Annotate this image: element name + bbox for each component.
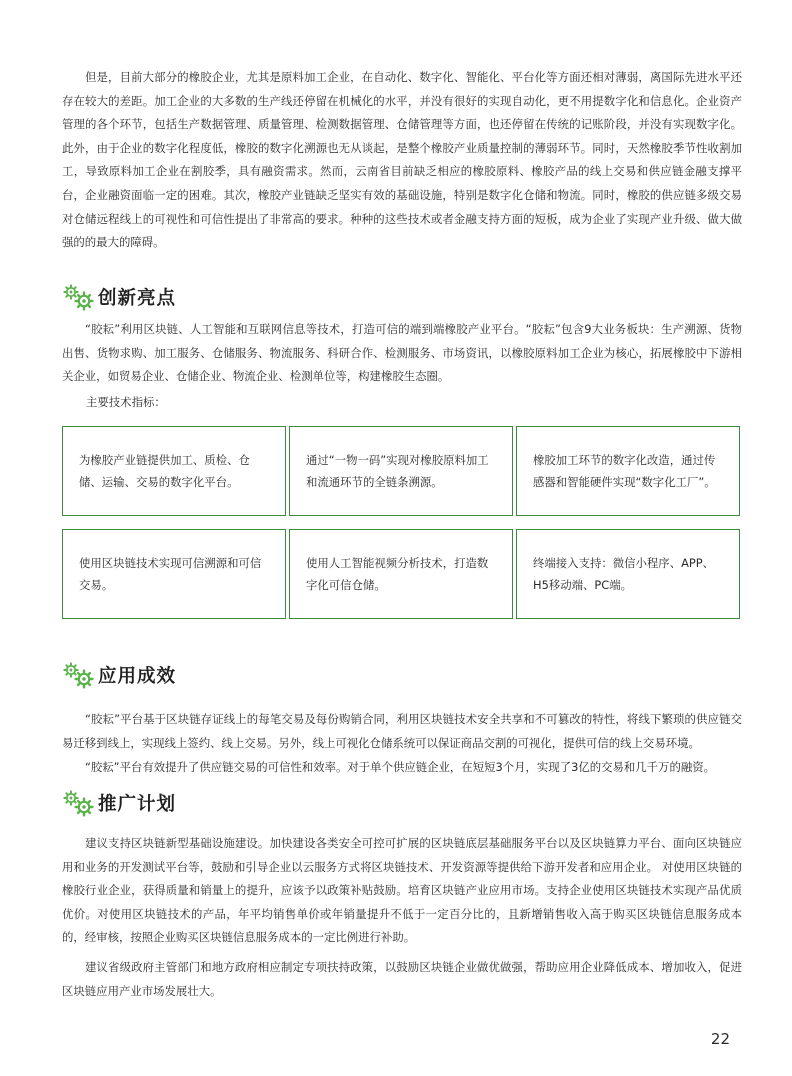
promotion-paragraph-2: 建议省级政府主管部门和地方政府相应制定专项扶持政策，以鼓励区块链企业做优做强，帮助应用企业降低成本、增加收入，促进区块链应用产业市场发展壮大。 bbox=[62, 960, 742, 998]
indicator-label: 主要技术指标： bbox=[86, 395, 166, 409]
promotion-paragraph-1: 建议支持区块链新型基础设施建设。加快建设各类安全可控可扩展的区块链底层基础服务平台以及区块链算力平台、面向区块链应用和业务的开发测试平台等，鼓励和引导企业以云服务方式将区块链技术、开发资源等提供给下游开发者和应用企业。 对使用区块链的橡胶行业企业，获得质量和销量上的提升，应该予以政策补贴鼓励。培育区块链产业应用市场。支持企业使用区块链技术实现产品优质优价。对使用区块链技术的产品，年平均销售单价或年销量提升不低于一定百分比的，且新增销售收入高于购买区块链信息服务成本的，经审核，按照企业购买区块链信息服务成本的一定比例进行补助。 bbox=[62, 836, 742, 945]
innovation-heading bbox=[62, 282, 176, 312]
innovation-title: 创新亮点 bbox=[98, 288, 177, 309]
effect-title: 应用成效 bbox=[98, 666, 177, 687]
promotion-title: 推广计划 bbox=[98, 794, 177, 815]
indicator-box bbox=[516, 426, 740, 516]
indicator-text: 使用区块链技术实现可信溯源和可信交易。 bbox=[79, 556, 262, 592]
page-number: 22 bbox=[710, 1030, 730, 1048]
gear-icon bbox=[62, 282, 96, 312]
intro-paragraph: 但是，目前大部分的橡胶企业，尤其是原料加工企业，在自动化、数字化、智能化、平台化等方面还相对薄弱，离国际先进水平还存在较大的差距。加工企业的大多数的生产线还停留在机械化的水平，并没有很好的实现自动化，更不用提数字化和信息化。企业资产管理的各个环节，包括生产数据管理、质量管理、检测数据管理、仓储管理等方面，也还停留在传统的记账阶段，并没有实现数字化。此外，由于企业的数字化程度低，橡胶的数字化溯源也无从谈起，是整个橡胶产业质量控制的薄弱环节。同时，天然橡胶季节性收割加工，导致原料加工企业在割胶季，具有融资需求。然而，云南省目前缺乏相应的橡胶原料、橡胶产品的线上交易和供应链金融支撑平台，企业融资面临一定的困难。其次，橡胶产业链缺乏坚实有效的基础设施，特别是数字化仓储和物流。同时，橡胶的供应链多级交易对仓储远程线上的可视性和可信性提出了非常高的要求。种种的这些技术或者金融支持方面的短板，成为企业了实现产业升级、做大做强的的最大的障碍。 bbox=[62, 70, 742, 250]
effect-paragraph-1: “胶耘”平台基于区块链存证线上的每笔交易及每份购销合同，利用区块链技术安全共享和不可篡改的特性，将线下繁琐的供应链交易迁移到线上，实现线上签约、线上交易。另外，线上可视化仓储系统可以保证商品交割的可视化，提供可信的线上交易环境。 bbox=[62, 712, 742, 750]
effect-paragraph-2: “胶耘”平台有效提升了供应链交易的可信性和效率。对于单个供应链企业，在短短3个月，实现了3亿的交易和几千万的融资。 bbox=[85, 760, 716, 774]
promotion-heading bbox=[62, 788, 176, 818]
indicator-box bbox=[62, 529, 286, 619]
indicator-box bbox=[289, 426, 513, 516]
gear-icon bbox=[62, 660, 96, 690]
indicator-text: 终端接入支持：微信小程序、APP、H5移动端、PC端。 bbox=[533, 556, 714, 592]
effect-heading bbox=[62, 660, 176, 690]
indicator-text: 橡胶加工环节的数字化改造，通过传感器和智能硬件实现“数字化工厂”。 bbox=[533, 453, 716, 489]
gear-icon bbox=[62, 788, 96, 818]
indicator-text: 使用人工智能视频分析技术，打造数字化可信仓储。 bbox=[306, 556, 489, 592]
indicator-text: 为橡胶产业链提供加工、质检、仓储、运输、交易的数字化平台。 bbox=[79, 453, 250, 489]
indicator-box bbox=[289, 529, 513, 619]
indicator-box bbox=[516, 529, 740, 619]
innovation-paragraph: “胶耘”利用区块链、人工智能和互联网信息等技术，打造可信的端到端橡胶产业平台。“胶耘”包含9大业务板块：生产溯源、货物出售、货物求购、加工服务、仓储服务、物流服务、科研合作、检测服务、市场资讯，以橡胶原料加工企业为核心，拓展橡胶中下游相关企业，如贸易企业、仓储企业、物流企业、检测单位等，构建橡胶生态圈。 bbox=[62, 322, 742, 384]
indicator-box bbox=[62, 426, 286, 516]
indicator-text: 通过“一物一码”实现对橡胶原料加工和流通环节的全链条溯源。 bbox=[306, 453, 489, 489]
